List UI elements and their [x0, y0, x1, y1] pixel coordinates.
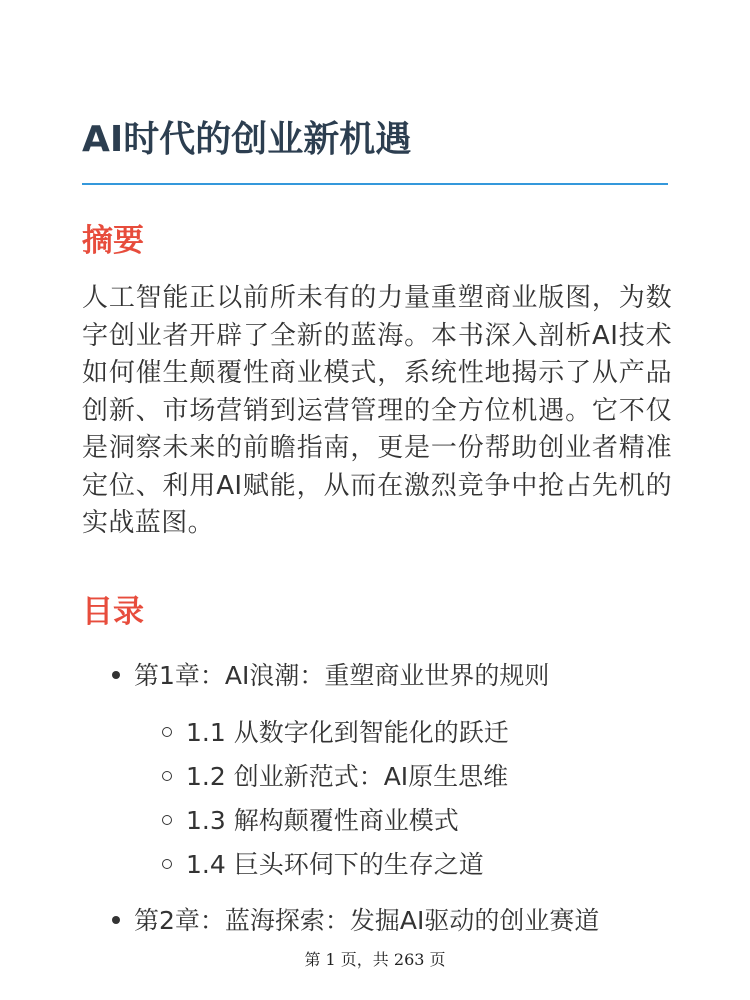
toc-chapter [112, 903, 599, 939]
toc-section [162, 803, 459, 839]
toc-section [162, 759, 508, 795]
toc-chapter-label: 第2章：蓝海探索：发掘AI驱动的创业赛道 [134, 906, 600, 935]
toc-section-label: 1.2 创业新范式：AI原生思维 [186, 762, 509, 791]
circle-bullet-icon [162, 815, 172, 825]
abstract-heading: 摘要 [82, 223, 144, 259]
toc-chapter [112, 658, 549, 694]
toc-heading: 目录 [82, 594, 144, 630]
disc-bullet-icon [112, 916, 120, 924]
toc-section [162, 847, 484, 883]
toc-chapter-label: 第1章：AI浪潮：重塑商业世界的规则 [134, 661, 550, 690]
document-title: AI时代的创业新机遇 [82, 119, 412, 160]
toc-section [162, 715, 509, 751]
toc-section-label: 1.4 巨头环伺下的生存之道 [186, 850, 484, 879]
disc-bullet-icon [112, 671, 120, 679]
abstract-paragraph: 人工智能正以前所未有的力量重塑商业版图，为数字创业者开辟了全新的蓝海。本书深入剖析AI技术如何催生颠覆性商业模式，系统性地揭示了从产品创新、市场营销到运营管理的全方位机遇。它不仅是洞察未来的前瞻指南，更是一份帮助创业者精准定位、利用AI赋能，从而在激烈竞争中抢占先机的实战蓝图。 [82, 283, 672, 538]
toc-section-label: 1.1 从数字化到智能化的跃迁 [186, 718, 509, 747]
page-number-footer: 第 1 页，共 263 页 [304, 950, 446, 969]
circle-bullet-icon [162, 771, 172, 781]
toc-section-label: 1.3 解构颠覆性商业模式 [186, 806, 459, 835]
circle-bullet-icon [162, 859, 172, 869]
circle-bullet-icon [162, 727, 172, 737]
title-divider [82, 183, 668, 185]
